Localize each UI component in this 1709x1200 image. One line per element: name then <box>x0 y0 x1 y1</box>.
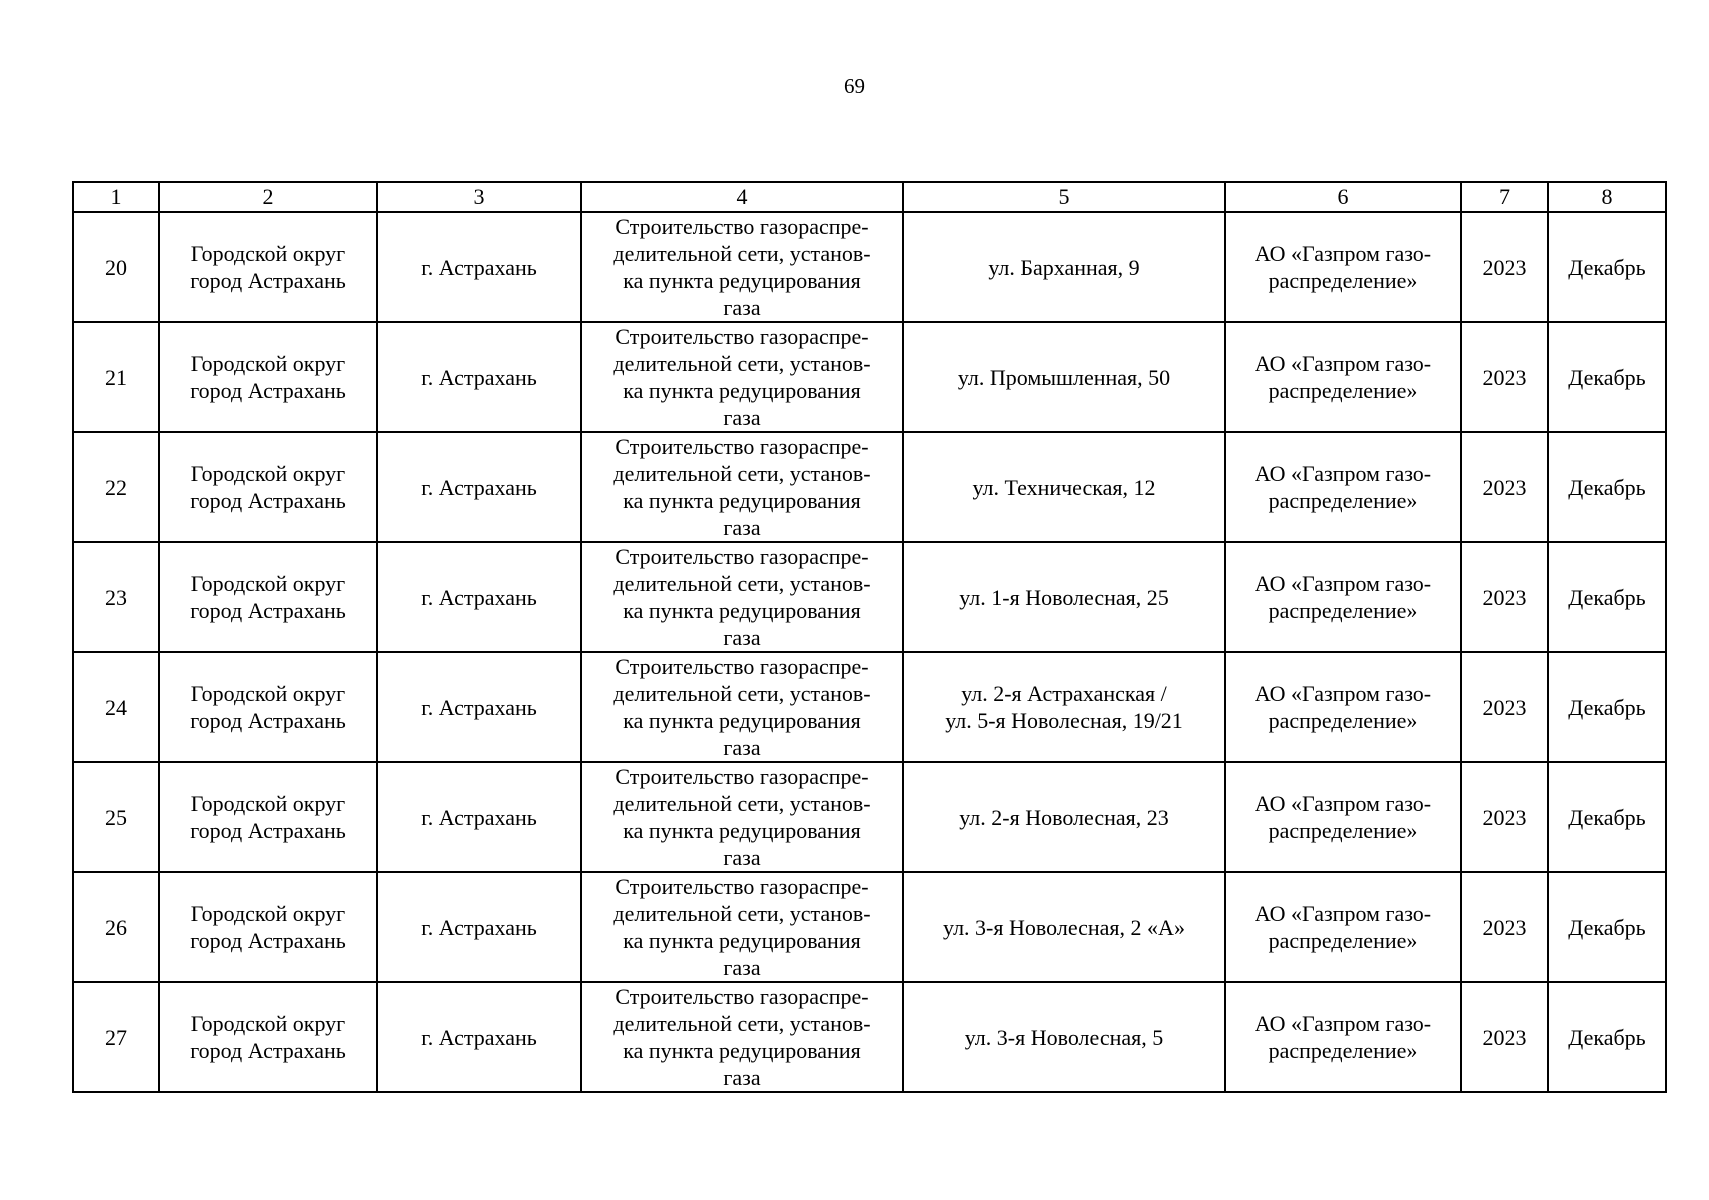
column-header-4: 4 <box>581 182 903 212</box>
work-description-cell-line: ка пункта редуцирования <box>623 488 861 513</box>
header-row <box>73 182 1666 212</box>
district-cell <box>159 322 377 432</box>
row-number: 25 <box>73 762 159 872</box>
work-description-cell-line: газа <box>723 625 761 650</box>
district-cell <box>159 982 377 1092</box>
address-cell <box>903 652 1225 762</box>
table-row <box>73 762 1666 872</box>
organization-cell <box>1225 982 1461 1092</box>
work-description-cell-line: газа <box>723 955 761 980</box>
organization-cell-line: распределение» <box>1268 708 1418 733</box>
column-header-7: 7 <box>1461 182 1548 212</box>
work-description-cell-line: делительной сети, установ- <box>613 1011 871 1036</box>
month-cell: Декабрь <box>1548 322 1666 432</box>
city-cell: г. Астрахань <box>377 982 581 1092</box>
column-header-2: 2 <box>159 182 377 212</box>
organization-cell <box>1225 322 1461 432</box>
work-description-cell <box>581 762 903 872</box>
address-cell-line: ул. 2-я Новолесная, 23 <box>959 804 1169 830</box>
district-cell-line: город Астрахань <box>190 268 346 293</box>
row-number: 26 <box>73 872 159 982</box>
table-row <box>73 432 1666 542</box>
district-cell-line: город Астрахань <box>190 708 346 733</box>
work-description-cell-line: Строительство газораспре- <box>615 874 869 899</box>
district-cell-line: Городской округ <box>190 461 346 486</box>
work-description-cell <box>581 652 903 762</box>
address-cell <box>903 872 1225 982</box>
work-description-cell <box>581 322 903 432</box>
work-description-cell-line: делительной сети, установ- <box>613 681 871 706</box>
month-cell: Декабрь <box>1548 542 1666 652</box>
row-number: 21 <box>73 322 159 432</box>
year-cell: 2023 <box>1461 982 1548 1092</box>
district-cell-line: город Астрахань <box>190 488 346 513</box>
year-cell: 2023 <box>1461 762 1548 872</box>
month-cell: Декабрь <box>1548 212 1666 322</box>
organization-cell-line: распределение» <box>1268 928 1418 953</box>
organization-cell <box>1225 652 1461 762</box>
work-description-cell-line: ка пункта редуцирования <box>623 708 861 733</box>
table-row <box>73 872 1666 982</box>
city-cell: г. Астрахань <box>377 322 581 432</box>
address-cell <box>903 322 1225 432</box>
address-cell-line: ул. 2-я Астраханская / <box>961 681 1167 706</box>
gasification-table-container <box>72 181 1665 1093</box>
address-cell <box>903 542 1225 652</box>
work-description-cell-line: ка пункта редуцирования <box>623 928 861 953</box>
year-cell: 2023 <box>1461 432 1548 542</box>
organization-cell-line: АО «Газпром газо- <box>1254 901 1432 926</box>
work-description-cell-line: газа <box>723 1065 761 1090</box>
district-cell-line: Городской округ <box>190 791 346 816</box>
row-number: 23 <box>73 542 159 652</box>
work-description-cell-line: Строительство газораспре- <box>615 654 869 679</box>
organization-cell-line: АО «Газпром газо- <box>1254 571 1432 596</box>
organization-cell-line: АО «Газпром газо- <box>1254 461 1432 486</box>
district-cell-line: город Астрахань <box>190 598 346 623</box>
address-cell <box>903 982 1225 1092</box>
work-description-cell-line: газа <box>723 515 761 540</box>
work-description-cell-line: Строительство газораспре- <box>615 214 869 239</box>
column-header-5: 5 <box>903 182 1225 212</box>
work-description-cell-line: ка пункта редуцирования <box>623 268 861 293</box>
row-number: 27 <box>73 982 159 1092</box>
address-cell <box>903 762 1225 872</box>
district-cell-line: Городской округ <box>190 351 346 376</box>
month-cell: Декабрь <box>1548 432 1666 542</box>
organization-cell-line: распределение» <box>1268 598 1418 623</box>
address-cell <box>903 212 1225 322</box>
organization-cell-line: распределение» <box>1268 268 1418 293</box>
city-cell: г. Астрахань <box>377 212 581 322</box>
district-cell-line: город Астрахань <box>190 378 346 403</box>
work-description-cell-line: ка пункта редуцирования <box>623 598 861 623</box>
row-number: 20 <box>73 212 159 322</box>
work-description-cell-line: газа <box>723 295 761 320</box>
work-description-cell-line: делительной сети, установ- <box>613 461 871 486</box>
work-description-cell-line: газа <box>723 845 761 870</box>
work-description-cell-line: Строительство газораспре- <box>615 984 869 1009</box>
column-header-8: 8 <box>1548 182 1666 212</box>
table-row <box>73 542 1666 652</box>
month-cell: Декабрь <box>1548 652 1666 762</box>
gasification-table <box>72 181 1667 1093</box>
city-cell: г. Астрахань <box>377 762 581 872</box>
organization-cell-line: распределение» <box>1268 1038 1418 1063</box>
district-cell-line: город Астрахань <box>190 928 346 953</box>
column-header-1: 1 <box>73 182 159 212</box>
work-description-cell-line: газа <box>723 735 761 760</box>
organization-cell <box>1225 872 1461 982</box>
table-row <box>73 652 1666 762</box>
district-cell-line: город Астрахань <box>190 818 346 843</box>
district-cell-line: Городской округ <box>190 1011 346 1036</box>
address-cell-line: ул. 3-я Новолесная, 5 <box>964 1024 1164 1050</box>
work-description-cell-line: делительной сети, установ- <box>613 791 871 816</box>
work-description-cell-line: Строительство газораспре- <box>615 544 869 569</box>
year-cell: 2023 <box>1461 652 1548 762</box>
work-description-cell-line: ка пункта редуцирования <box>623 378 861 403</box>
work-description-cell-line: Строительство газораспре- <box>615 434 869 459</box>
organization-cell-line: АО «Газпром газо- <box>1254 791 1432 816</box>
organization-cell-line: АО «Газпром газо- <box>1254 241 1432 266</box>
city-cell: г. Астрахань <box>377 542 581 652</box>
work-description-cell-line: делительной сети, установ- <box>613 351 871 376</box>
district-cell-line: Городской округ <box>190 901 346 926</box>
district-cell-line: Городской округ <box>190 241 346 266</box>
work-description-cell-line: газа <box>723 405 761 430</box>
row-number: 22 <box>73 432 159 542</box>
district-cell-line: Городской округ <box>190 681 346 706</box>
table-row <box>73 212 1666 322</box>
address-cell-line: ул. 5-я Новолесная, 19/21 <box>945 708 1183 733</box>
address-cell-line: ул. Барханная, 9 <box>988 254 1140 280</box>
organization-cell-line: распределение» <box>1268 818 1418 843</box>
city-cell: г. Астрахань <box>377 872 581 982</box>
table-body <box>73 212 1666 1092</box>
work-description-cell <box>581 212 903 322</box>
table-row <box>73 322 1666 432</box>
row-number: 24 <box>73 652 159 762</box>
district-cell <box>159 432 377 542</box>
month-cell: Декабрь <box>1548 982 1666 1092</box>
address-cell-line: ул. 3-я Новолесная, 2 «А» <box>943 914 1185 940</box>
work-description-cell-line: делительной сети, установ- <box>613 241 871 266</box>
month-cell: Декабрь <box>1548 762 1666 872</box>
year-cell: 2023 <box>1461 872 1548 982</box>
organization-cell-line: распределение» <box>1268 378 1418 403</box>
district-cell <box>159 542 377 652</box>
work-description-cell <box>581 542 903 652</box>
district-cell <box>159 652 377 762</box>
work-description-cell-line: ка пункта редуцирования <box>623 818 861 843</box>
organization-cell <box>1225 542 1461 652</box>
city-cell: г. Астрахань <box>377 652 581 762</box>
district-cell <box>159 872 377 982</box>
work-description-cell-line: делительной сети, установ- <box>613 571 871 596</box>
address-cell-line: ул. Промышленная, 50 <box>957 364 1171 390</box>
district-cell <box>159 762 377 872</box>
work-description-cell-line: Строительство газораспре- <box>615 764 869 789</box>
work-description-cell-line: делительной сети, установ- <box>613 901 871 926</box>
month-cell: Декабрь <box>1548 872 1666 982</box>
organization-cell-line: АО «Газпром газо- <box>1254 351 1432 376</box>
work-description-cell <box>581 872 903 982</box>
address-cell-line: ул. Техническая, 12 <box>972 474 1156 500</box>
column-header-6: 6 <box>1225 182 1461 212</box>
year-cell: 2023 <box>1461 322 1548 432</box>
address-cell-line: ул. 1-я Новолесная, 25 <box>959 584 1169 610</box>
work-description-cell-line: Строительство газораспре- <box>615 324 869 349</box>
column-header-3: 3 <box>377 182 581 212</box>
organization-cell <box>1225 432 1461 542</box>
organization-cell-line: АО «Газпром газо- <box>1254 1011 1432 1036</box>
city-cell: г. Астрахань <box>377 432 581 542</box>
work-description-cell-line: ка пункта редуцирования <box>623 1038 861 1063</box>
year-cell: 2023 <box>1461 542 1548 652</box>
year-cell: 2023 <box>1461 212 1548 322</box>
organization-cell <box>1225 762 1461 872</box>
table-row <box>73 982 1666 1092</box>
organization-cell-line: АО «Газпром газо- <box>1254 681 1432 706</box>
district-cell <box>159 212 377 322</box>
page-number: 69 <box>844 74 865 98</box>
organization-cell <box>1225 212 1461 322</box>
work-description-cell <box>581 432 903 542</box>
district-cell-line: город Астрахань <box>190 1038 346 1063</box>
organization-cell-line: распределение» <box>1268 488 1418 513</box>
district-cell-line: Городской округ <box>190 571 346 596</box>
address-cell <box>903 432 1225 542</box>
work-description-cell <box>581 982 903 1092</box>
